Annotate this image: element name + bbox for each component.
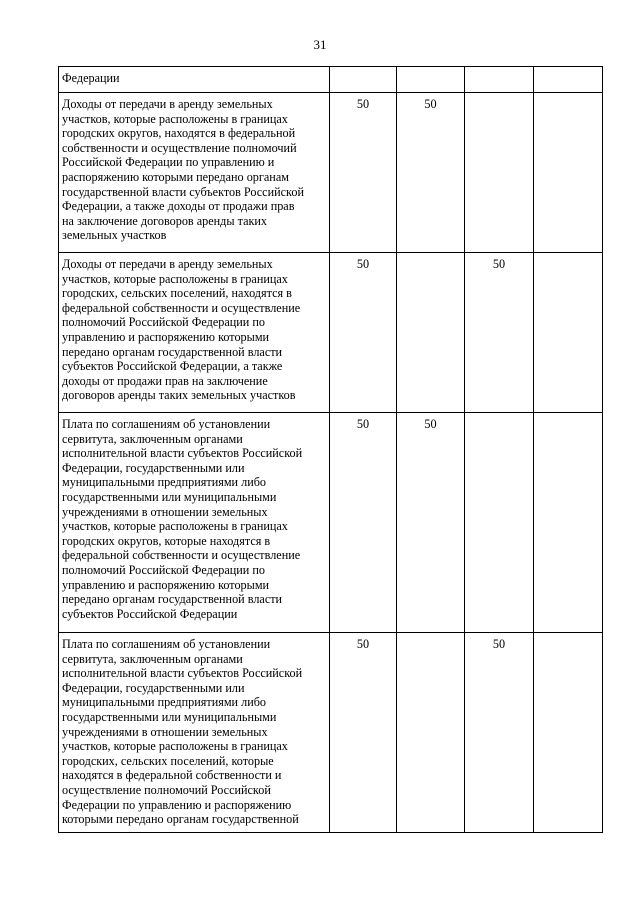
description-line: федеральной собственности и осуществление [62, 300, 301, 315]
revenue-distribution-table [58, 66, 603, 833]
page-number: 31 [313, 37, 327, 52]
percentage-cell [465, 413, 534, 633]
description-line: Доходы от передачи в аренду земельных [62, 257, 273, 271]
description-line: осуществление полномочий Российской [62, 782, 271, 797]
percentage-cell [465, 93, 534, 253]
table-row [59, 67, 603, 93]
revenue-description-cell [59, 633, 330, 833]
description-line: Федерации по управлению и распоряжению [62, 797, 292, 812]
percentage-cell [534, 253, 603, 413]
description-line: Федерации, а также доходы от продажи прав [62, 199, 295, 214]
description-line: исполнительной власти субъектов Российской [62, 446, 303, 461]
description-line: находятся в федеральной собственности и [62, 768, 282, 783]
percentage-cell [534, 93, 603, 253]
description-line: субъектов Российской Федерации [62, 606, 238, 621]
description-line: сервитута, заключенным органами [62, 651, 243, 666]
description-line: учреждениями в отношении земельных [62, 724, 268, 739]
percentage-cell [397, 67, 465, 93]
percentage-cell [534, 633, 603, 833]
description-line: полномочий Российской Федерации по [62, 562, 265, 577]
revenue-description-cell [59, 253, 330, 413]
description-line: собственности и осуществление полномочий [62, 140, 297, 155]
description-line: учреждениями в отношении земельных [62, 504, 268, 519]
description-line: Федерации, государственными или [62, 460, 245, 475]
description-line: доходы от продажи прав на заключение [62, 373, 268, 388]
percentage-cell: 50 [465, 253, 534, 413]
percentage-cell [465, 67, 534, 93]
table-row [59, 93, 603, 253]
table-row [59, 633, 603, 833]
description-line: земельных участков [62, 228, 167, 243]
description-line: передано органам государственной власти [62, 592, 283, 607]
table-row [59, 413, 603, 633]
description-line: исполнительной власти субъектов Российской [62, 666, 303, 681]
percentage-cell: 50 [330, 413, 397, 633]
percentage-cell: 50 [330, 633, 397, 833]
description-line: городских округов, которые находятся в [62, 533, 271, 548]
description-line: государственной власти субъектов Российской [62, 184, 304, 199]
description-line: Доходы от передачи в аренду земельных [62, 97, 273, 111]
percentage-cell: 50 [330, 253, 397, 413]
description-line: Российской Федерации по управлению и [62, 155, 275, 170]
percentage-cell [397, 253, 465, 413]
percentage-cell [534, 413, 603, 633]
percentage-cell: 50 [465, 633, 534, 833]
description-line: Федерации [62, 71, 120, 85]
description-line: муниципальными предприятиями либо [62, 695, 267, 710]
description-line: городских округов, находятся в федеральной [62, 126, 296, 141]
revenue-description-cell [59, 93, 330, 253]
percentage-cell: 50 [397, 413, 465, 633]
description-line: управлению и распоряжению которыми [62, 329, 270, 344]
description-line: субъектов Российской Федерации, а также [62, 359, 283, 374]
percentage-cell [397, 633, 465, 833]
description-line: муниципальными предприятиями либо [62, 475, 267, 490]
description-line: передано органам государственной власти [62, 344, 283, 359]
description-line: распоряжению которыми передано органам [62, 169, 289, 184]
description-line: Плата по соглашениям об установлении [62, 637, 271, 651]
description-line: городских, сельских поселений, находятся в [62, 286, 292, 301]
revenue-description-cell [59, 413, 330, 633]
description-line: полномочий Российской Федерации по [62, 315, 265, 330]
description-line: городских, сельских поселений, которые [62, 753, 274, 768]
description-line: участков, которые расположены в границах [62, 271, 288, 286]
description-line: Федерации, государственными или [62, 680, 245, 695]
description-line: участков, которые расположены в границах [62, 111, 288, 126]
description-line: государственными или муниципальными [62, 709, 277, 724]
table-row [59, 253, 603, 413]
revenue-description-cell [59, 67, 330, 93]
description-line: участков, которые расположены в границах [62, 739, 288, 754]
description-line: Плата по соглашениям об установлении [62, 417, 271, 431]
description-line: которыми передано органам государственной [62, 812, 299, 827]
percentage-cell: 50 [397, 93, 465, 253]
description-line: государственными или муниципальными [62, 489, 277, 504]
percentage-cell [330, 67, 397, 93]
description-line: участков, которые расположены в границах [62, 519, 288, 534]
description-line: управлению и распоряжению которыми [62, 577, 270, 592]
description-line: на заключение договоров аренды таких [62, 213, 268, 228]
description-line: федеральной собственности и осуществление [62, 548, 301, 563]
percentage-cell: 50 [330, 93, 397, 253]
percentage-cell [534, 67, 603, 93]
description-line: договоров аренды таких земельных участков [62, 388, 296, 403]
description-line: сервитута, заключенным органами [62, 431, 243, 446]
